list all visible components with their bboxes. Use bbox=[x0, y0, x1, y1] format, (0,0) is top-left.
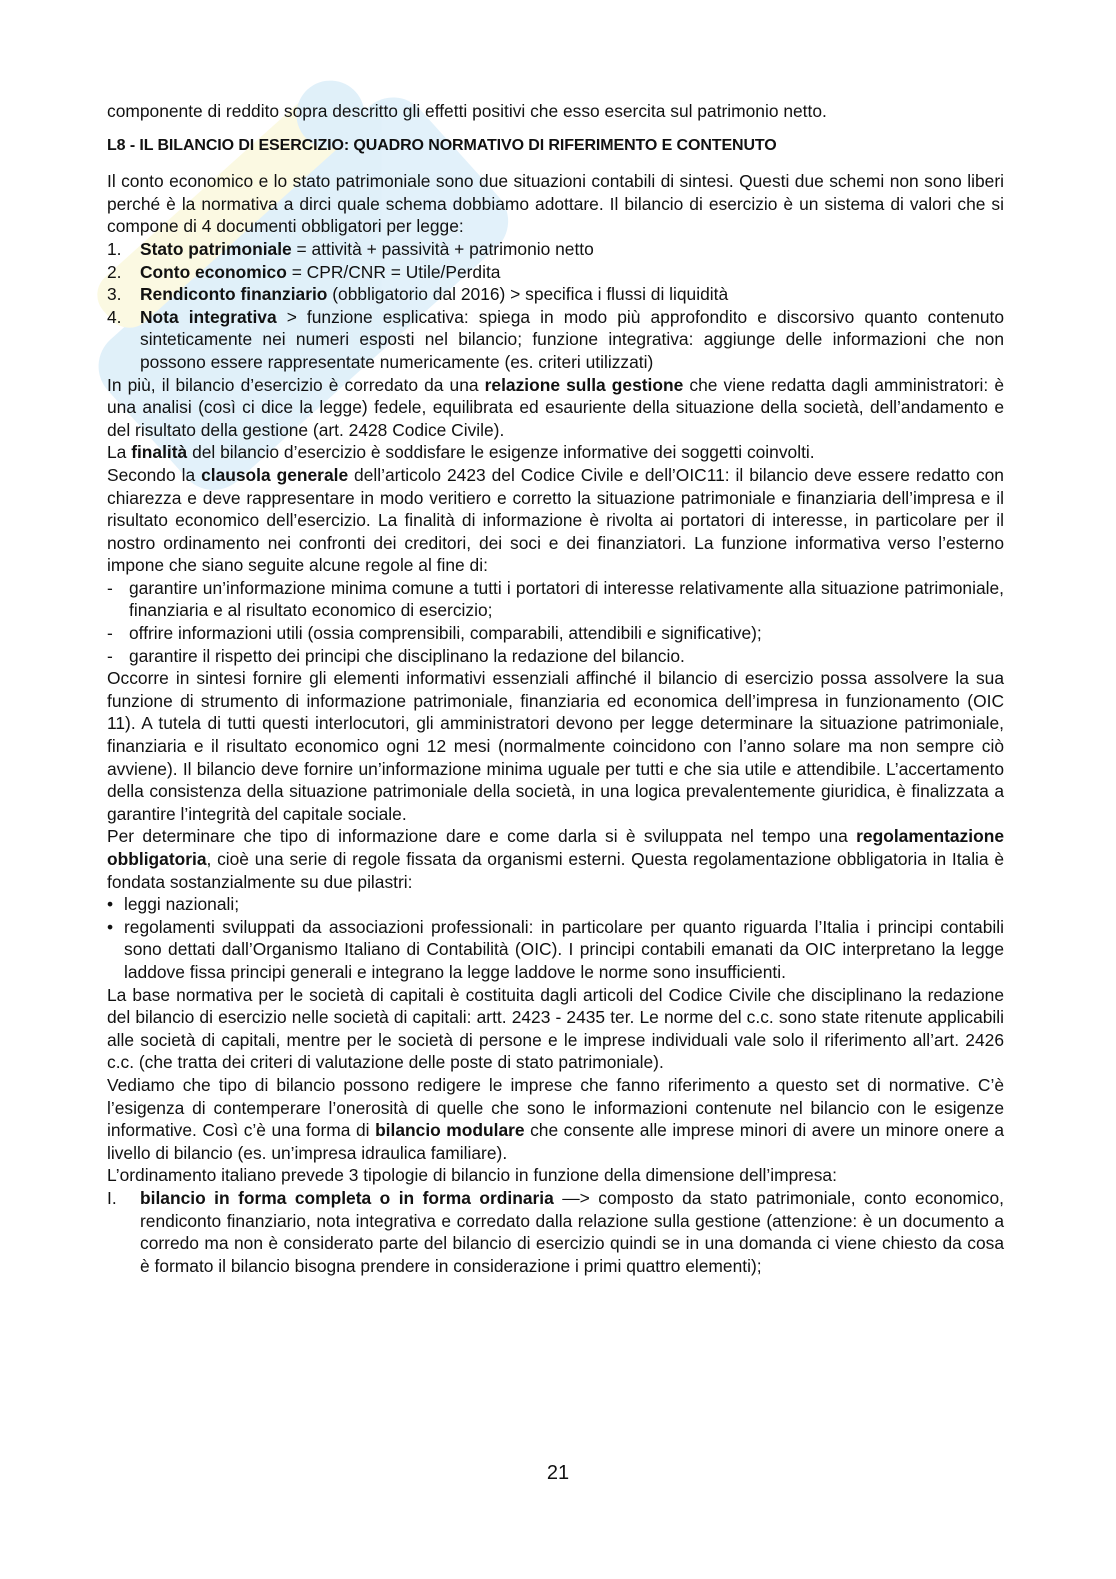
paragraph-base-normativa: La base normativa per le società di capitali è costituita dagli articoli del Codice Civile che disciplinano la redazione del bilancio di esercizio nelle società di capitali: artt. 2423 - 2435 ter. Le norme del c.c. sono state ritenute applicabili alle società di capitali, mentre per le società di persone e le imprese individuali vale solo il riferimento all’art. 2426 c.c. (che tratta dei criteri di valutazione delle poste di stato patrimoniale). bbox=[107, 984, 1004, 1073]
list-item: - garantire il rispetto dei principi che disciplinano la redazione del bilancio. bbox=[107, 645, 685, 666]
paragraph-finalita: La finalità del bilancio d’esercizio è soddisfare le esigenze informative dei soggetti coinvolti. bbox=[107, 442, 815, 463]
paragraph-relazione: In più, il bilancio d’esercizio è corredato da una relazione sulla gestione che viene redatta dagli amministratori: è una analisi (così ci dice la legge) fedele, equilibrata ed esauriente della situazione della società, dell’andamento e del risultato della gestione (art. 2428 Codice Civile). bbox=[107, 374, 1004, 440]
document-page bbox=[107, 100, 1004, 1277]
documents-list bbox=[107, 238, 1004, 374]
list-item: - garantire un’informazione minima comune a tutti i portatori di interesse relativamente alla situazione patrimoniale, finanziaria e al risultato economico di esercizio; bbox=[107, 577, 1004, 621]
list-item: • regolamenti sviluppati da associazioni professionali: in particolare per quanto riguarda l’Italia i principi contabili sono dettati dall’Organismo Italiano di Contabilità (OIC). I principi contabili emanati da OIC interpretano la legge laddove fissa principi generali e integrano la legge laddove le norme sono insufficienti. bbox=[107, 916, 1004, 982]
paragraph-clausola: Secondo la clausola generale dell’articolo 2423 del Codice Civile e dell’OIC11: il bilancio deve essere redatto con chiarezza e deve rappresentare in modo veritiero e corretto la situazione patrimoniale e finanziaria dell’impresa e il risultato economico dell’esercizio. La finalità di informazione è rivolta ai portatori di interesse, in particolare per il nostro ordinamento nei confronti dei creditori, dei soci e dei finanziatori. La funzione informativa verso l’esterno impone che siano seguite alcune regole al fine di: bbox=[107, 464, 1004, 576]
list-item: - offrire informazioni utili (ossia comprensibili, comparabili, attendibili e significative); bbox=[107, 623, 762, 644]
paragraph-bilancio-modulare: Vediamo che tipo di bilancio possono redigere le imprese che fanno riferimento a questo set di normative. C’è l’esigenza di contemperare l’onerosità di quelle che sono le informazioni contenute nel bilancio con le esigenze informative. Così c’è una forma di bilancio modulare che consente alle imprese minori di avere un minore onere a livello di bilancio (es. un’impresa idraulica familiare). bbox=[107, 1074, 1004, 1163]
rules-list bbox=[107, 577, 1004, 667]
list-item: 2. Conto economico = CPR/CNR = Utile/Perdita bbox=[107, 261, 501, 282]
list-item: I. bilancio in forma completa o in forma ordinaria —> composto da stato patrimoniale, conto economico, rendiconto finanziario, nota integrativa e corredato dalla relazione sulla gestione (attenzione: è un documento a corredo ma non è considerato parte del bilancio di esercizio quindi se in una domanda ci viene chiesto da cosa è formato il bilancio bisogna prendere in considerazione i primi quattro elementi); bbox=[107, 1187, 1004, 1276]
list-item: 1. Stato patrimoniale = attività + passività + patrimonio netto bbox=[107, 238, 594, 259]
paragraph-intro: Il conto economico e lo stato patrimoniale sono due situazioni contabili di sintesi. Questi due schemi non sono liberi perché è la normativa a dirci quale schema dobbiamo adottare. Il bilancio di esercizio è un sistema di valori che si compone di 4 documenti obbligatori per legge: bbox=[107, 171, 1004, 237]
list-item: 3. Rendiconto finanziario (obbligatorio dal 2016) > specifica i flussi di liquidità bbox=[107, 284, 729, 305]
paragraph-tipologie: L’ordinamento italiano prevede 3 tipologie di bilancio in funzione della dimensione dell’impresa: bbox=[107, 1165, 837, 1186]
pillars-list bbox=[107, 893, 1004, 983]
types-list bbox=[107, 1187, 1004, 1277]
list-item: • leggi nazionali; bbox=[107, 894, 240, 915]
page-number: 21 bbox=[546, 1462, 570, 1484]
section-heading: L8 - IL BILANCIO DI ESERCIZIO: QUADRO NORMATIVO DI RIFERIMENTO E CONTENUTO bbox=[107, 136, 777, 154]
list-item: 4. Nota integrativa > funzione esplicativa: spiega in modo più approfondito e discorsivo quanto contenuto sinteticamente nei numeri esposti nel bilancio; funzione integrativa: aggiunge delle informazioni che non possono essere rappresentate numericamente (es. criteri utilizzati) bbox=[107, 306, 1004, 372]
paragraph-regolamentazione: Per determinare che tipo di informazione dare e come darla si è sviluppata nel tempo una regolamentazione obbligatoria, cioè una serie di regole fissata da organismi esterni. Questa regolamentazione obbligatoria in Italia è fondata sostanzialmente su due pilastri: bbox=[107, 826, 1004, 892]
paragraph-sintesi: Occorre in sintesi fornire gli elementi informativi essenziali affinché il bilancio di esercizio possa assolvere la sua funzione di strumento di informazione patrimoniale, finanziaria ed economica dell’impresa in funzionamento (OIC 11). A tutela di tutti questi interlocutori, gli amministratori devono per legge determinare la situazione patrimoniale, finanziaria e il risultato economico ogni 12 mesi (normalmente coincidono con l’anno solare ma non sempre ciò avviene). Il bilancio deve fornire un’informazione minima uguale per tutti e che sia utile e attendibile. L’accertamento della consistenza della situazione patrimoniale della società, in una logica prevalentemente giuridica, è finalizzata a garantire l’integrità del capitale sociale. bbox=[107, 668, 1004, 824]
intro-line: componente di reddito sopra descritto gli effetti positivi che esso esercita sul patrimonio netto. bbox=[107, 101, 827, 121]
